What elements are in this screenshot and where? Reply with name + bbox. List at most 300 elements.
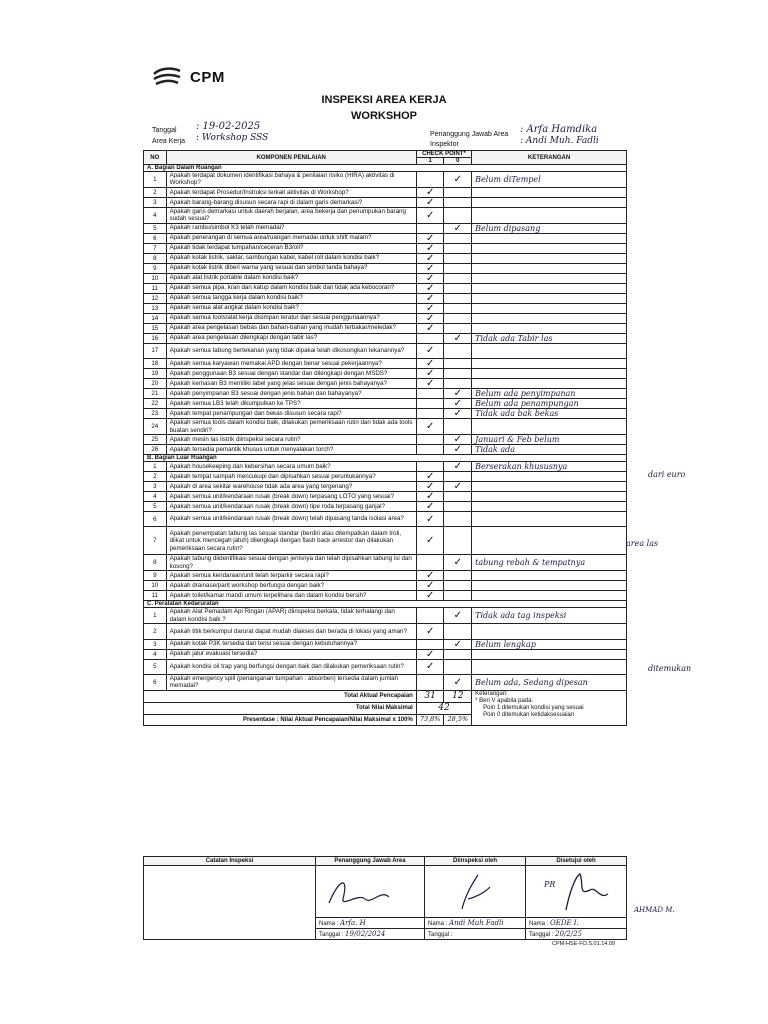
row-check-0 — [444, 343, 472, 359]
row-number: 21 — [144, 389, 167, 399]
row-question: Apakah area pengelasan dilengkapi dengan tabir las? — [166, 333, 416, 343]
row-check-1 — [416, 555, 444, 571]
row-check-1: ✓ — [416, 369, 444, 379]
row-keterangan — [472, 379, 627, 389]
row-number: 4 — [144, 649, 167, 659]
setuju-initial: PR — [544, 880, 556, 889]
insp-signature-scribble — [428, 869, 516, 913]
table-row — [144, 555, 627, 571]
col-ket-header: KETERANGAN — [472, 151, 627, 165]
row-check-0 — [444, 273, 472, 283]
row-keterangan — [472, 419, 627, 435]
row-keterangan: Tidak ada bak bekas — [472, 409, 627, 419]
pj-value: : Arfa Hamdika — [520, 124, 598, 135]
row-check-1 — [416, 434, 444, 444]
row-check-0: ✓ — [444, 444, 472, 454]
outside-note-22: dari euro — [648, 470, 686, 479]
setuju-nama-label: Nama : — [529, 921, 549, 927]
table-row — [144, 359, 627, 369]
pj-label: Penanggung Jawab Area — [430, 131, 509, 138]
table-row — [144, 461, 627, 471]
row-question: Apakah garis demarkasi untuk daerah berjalan, area bekerja dan penumpukan barang sudah sesuai? — [166, 207, 416, 223]
row-check-1: ✓ — [416, 207, 444, 223]
row-check-1 — [416, 333, 444, 343]
row-number: 1 — [144, 172, 167, 188]
doc-title-line1: INSPEKSI AREA KERJA — [321, 94, 447, 106]
col-no-header: NO — [144, 151, 167, 165]
table-row — [144, 369, 627, 379]
row-keterangan — [472, 273, 627, 283]
table-row — [144, 419, 627, 435]
insp-tanggal-label: Tanggal : — [428, 932, 453, 938]
row-check-0: ✓ — [444, 409, 472, 419]
row-question: Apakah penggunaan B3 sesuai dengan standar dan dilengkapi dengan MSDS? — [166, 369, 416, 379]
row-question: Apakah kemasan B3 memiliki label yang jelas sesuai dengan jenis bahayanya? — [166, 379, 416, 389]
row-question: Apakah terdapat Prosedur/Instruksi terkait aktivitas di Workshop? — [166, 187, 416, 197]
table-row — [144, 639, 627, 649]
row-number: 20 — [144, 379, 167, 389]
row-keterangan — [472, 359, 627, 369]
table-row — [144, 481, 627, 491]
table-row — [144, 591, 627, 601]
row-question: Apakah semua alat angkat dalam kondisi baik? — [166, 303, 416, 313]
table-row — [144, 659, 627, 675]
row-number: 5 — [144, 659, 167, 675]
inspection-table — [143, 150, 627, 726]
row-check-0: ✓ — [444, 608, 472, 624]
row-keterangan — [472, 263, 627, 273]
cpm-logo-mark — [150, 66, 186, 88]
row-keterangan — [472, 649, 627, 659]
row-keterangan — [472, 323, 627, 333]
row-number: 15 — [144, 323, 167, 333]
table-row — [144, 399, 627, 409]
row-check-1 — [416, 639, 444, 649]
row-question: Apakah emergency spill (penanganan tumpahan : absorben) tersedia dalam jumlah memadai? — [166, 675, 416, 691]
row-check-1 — [416, 608, 444, 624]
row-keterangan — [472, 527, 627, 555]
row-check-1: ✓ — [416, 197, 444, 207]
row-check-0 — [444, 313, 472, 323]
row-check-1: ✓ — [416, 379, 444, 389]
row-number: 16 — [144, 333, 167, 343]
pj-tanggal-value: 19/02/2024 — [345, 930, 386, 938]
row-keterangan — [472, 491, 627, 501]
section-title: B. Bagian Luar Ruangan — [144, 454, 627, 461]
row-keterangan: Belum diTempel — [472, 172, 627, 188]
ket-line3: Poin 0 ditemukan ketidaksesuaian — [483, 711, 575, 718]
table-row — [144, 511, 627, 527]
row-number: 2 — [144, 187, 167, 197]
persentase-1: 73,8% — [416, 714, 444, 725]
row-number: 14 — [144, 313, 167, 323]
row-check-0 — [444, 293, 472, 303]
col-check-header: CHECK POINT* — [416, 151, 471, 158]
table-row — [144, 343, 627, 359]
row-question: Apakah mesin las listrik diinspeksi secara rutin? — [166, 434, 416, 444]
table-row — [144, 333, 627, 343]
row-question: Apakah penyimpanan B3 sesuai dengan jenis bahan dan bahayanya? — [166, 389, 416, 399]
table-row — [144, 624, 627, 640]
row-keterangan — [472, 303, 627, 313]
section-row — [144, 601, 627, 608]
total-aktual-1: 31 — [416, 690, 444, 702]
row-number: 3 — [144, 481, 167, 491]
inspection-table-body — [144, 165, 627, 691]
row-number: 13 — [144, 303, 167, 313]
row-number: 18 — [144, 359, 167, 369]
row-check-0: ✓ — [444, 172, 472, 188]
row-check-1: ✓ — [416, 187, 444, 197]
row-check-0: ✓ — [444, 434, 472, 444]
row-check-0 — [444, 511, 472, 527]
table-row — [144, 273, 627, 283]
row-number: 6 — [144, 675, 167, 691]
table-row — [144, 491, 627, 501]
row-check-1: ✓ — [416, 659, 444, 675]
row-question: Apakah semua LB3 telah dikumpulkan ke TPS? — [166, 399, 416, 409]
row-check-0: ✓ — [444, 333, 472, 343]
row-question: Apakah barang-barang disusun secara rapi di dalam garis demarkasi? — [166, 197, 416, 207]
row-question: Apakah semua unit/kendaraan rusak (break down) tipe roda terpasang ganjal? — [166, 501, 416, 511]
row-check-0 — [444, 571, 472, 581]
row-question: Apakah semua tangga kerja dalam kondisi baik? — [166, 293, 416, 303]
row-keterangan — [472, 369, 627, 379]
row-check-0: ✓ — [444, 461, 472, 471]
row-check-0 — [444, 527, 472, 555]
setuju-signature-box — [526, 866, 675, 918]
area-label: Area Kerja — [152, 138, 186, 145]
row-check-1: ✓ — [416, 591, 444, 601]
row-number: 7 — [144, 527, 167, 555]
row-keterangan — [472, 243, 627, 253]
col-1-header: 1 — [416, 158, 444, 165]
row-check-1: ✓ — [416, 313, 444, 323]
insp-tanggal-cell — [425, 929, 526, 940]
row-number: 23 — [144, 409, 167, 419]
table-row — [144, 303, 627, 313]
row-keterangan — [472, 187, 627, 197]
row-check-1: ✓ — [416, 511, 444, 527]
row-number: 5 — [144, 501, 167, 511]
row-question: Apakah semua tabung bertekanan yang tidak dipakai telah dikosongkan tekanannya? — [166, 343, 416, 359]
row-check-1: ✓ — [416, 253, 444, 263]
row-number: 11 — [144, 591, 167, 601]
row-keterangan — [472, 283, 627, 293]
total-maks-label: Total Nilai Maksimal — [144, 702, 417, 714]
row-check-0 — [444, 659, 472, 675]
row-check-1 — [416, 223, 444, 233]
sign-col-setuju: Disetujui oleh — [526, 857, 627, 866]
row-question: Apakah toilet/kamar mandi umum terpelihara dan dalam kondisi bersih? — [166, 591, 416, 601]
doc-code: CPM-HSE-FO.S.01.14.09 — [552, 941, 615, 947]
table-row — [144, 471, 627, 481]
ket-line1: * Beri V apabila pada: — [475, 697, 534, 704]
row-number: 3 — [144, 197, 167, 207]
row-check-0 — [444, 419, 472, 435]
pj-signature-scribble — [319, 869, 409, 913]
table-row — [144, 172, 627, 188]
table-row — [144, 187, 627, 197]
total-maks-value: 42 — [416, 702, 471, 714]
row-check-1: ✓ — [416, 571, 444, 581]
row-check-0 — [444, 323, 472, 333]
row-number: 2 — [144, 471, 167, 481]
row-check-0: ✓ — [444, 399, 472, 409]
table-row — [144, 379, 627, 389]
row-keterangan — [472, 197, 627, 207]
pj-nama-cell — [316, 918, 425, 929]
section-row — [144, 165, 627, 172]
row-check-1: ✓ — [416, 527, 444, 555]
row-keterangan: Tidak ada Tabir las — [472, 333, 627, 343]
row-question: Apakah alat listrik portable dalam kondisi baik? — [166, 273, 416, 283]
row-question: Apakah tempat penampungan dan bekas disusun secara rapi? — [166, 409, 416, 419]
row-keterangan: Tidak ada — [472, 444, 627, 454]
row-check-0 — [444, 233, 472, 243]
row-check-1: ✓ — [416, 491, 444, 501]
insp-nama-cell — [425, 918, 526, 929]
setuju-nama-cell — [526, 918, 627, 929]
row-question: Apakah titik berkumpul darurat dapat mudah diakses dan berada di lokasi yang aman? — [166, 624, 416, 640]
row-question: Apakah semua tools dalam kondisi baik, dilakukan pemeriksaan rutin dan tidak ada tools buatan sendiri? — [166, 419, 416, 435]
row-question: Apakah kondisi oil trap yang berfungsi dengan baik dan dilakukan pemeriksaan rutin? — [166, 659, 416, 675]
row-question: Apakah jalur evakuasi tersedia? — [166, 649, 416, 659]
table-row — [144, 323, 627, 333]
table-row — [144, 263, 627, 273]
pj-tanggal-cell — [316, 929, 425, 940]
row-question: Apakah semua tools/alat kerja disimpan teratur dan sesuai penggunaannya? — [166, 313, 416, 323]
row-number: 17 — [144, 343, 167, 359]
row-keterangan — [472, 343, 627, 359]
row-number: 6 — [144, 233, 167, 243]
row-check-0 — [444, 379, 472, 389]
row-number: 1 — [144, 608, 167, 624]
pj-tanggal-label: Tanggal : — [319, 932, 344, 938]
inspektor-label: Inspektor — [430, 141, 459, 148]
row-keterangan — [472, 511, 627, 527]
table-row — [144, 223, 627, 233]
table-row — [144, 444, 627, 454]
row-question: Apakah drainase/parit workshop berfungsi dengan baik? — [166, 581, 416, 591]
row-check-0 — [444, 283, 472, 293]
row-keterangan: Belum ada penampungan — [472, 399, 627, 409]
row-number: 8 — [144, 253, 167, 263]
row-check-1: ✓ — [416, 481, 444, 491]
setuju-tanggal-label: Tanggal : — [529, 932, 554, 938]
row-check-0 — [444, 369, 472, 379]
row-number: 22 — [144, 399, 167, 409]
section-title: A. Bagian Dalam Ruangan — [144, 165, 627, 172]
row-check-0 — [444, 197, 472, 207]
row-check-1 — [416, 461, 444, 471]
row-keterangan: Belum lengkap — [472, 639, 627, 649]
row-keterangan — [472, 591, 627, 601]
row-number: 10 — [144, 581, 167, 591]
sign-col-catatan: Catatan Inspeksi — [144, 857, 316, 866]
table-row — [144, 501, 627, 511]
company-logo — [150, 66, 225, 88]
row-check-0 — [444, 263, 472, 273]
row-number: 1 — [144, 461, 167, 471]
row-question: Apakah housekeeping dan kebersihan secara umum baik? — [166, 461, 416, 471]
row-number: 25 — [144, 434, 167, 444]
table-row — [144, 608, 627, 624]
row-check-0: ✓ — [444, 481, 472, 491]
row-number: 4 — [144, 491, 167, 501]
pj-nama-value: Arfa. H — [340, 919, 366, 927]
row-check-0 — [444, 591, 472, 601]
insp-nama-label: Nama : — [428, 921, 448, 927]
row-keterangan — [472, 581, 627, 591]
row-check-1: ✓ — [416, 419, 444, 435]
keterangan-note — [472, 690, 627, 725]
setuju-signer: AHMAD M. — [634, 906, 675, 914]
row-check-1: ✓ — [416, 243, 444, 253]
pj-nama-label: Nama : — [319, 921, 339, 927]
total-aktual-label: Total Aktual Pencapaian — [144, 690, 417, 702]
section-title: C. Peralatan Kedaruratan — [144, 601, 627, 608]
row-keterangan — [472, 293, 627, 303]
row-check-0: ✓ — [444, 639, 472, 649]
row-check-0 — [444, 359, 472, 369]
row-number: 12 — [144, 293, 167, 303]
row-question: Apakah kotak listrik diberi warna yang sesuai dan simbol tanda bahaya? — [166, 263, 416, 273]
row-question: Apakah semua unit/kendaraan rusak (break down) telah dipasang tanda isolasi area? — [166, 511, 416, 527]
ket-title: Keterangan: — [475, 690, 508, 697]
row-check-1: ✓ — [416, 233, 444, 243]
section-row — [144, 454, 627, 461]
row-check-0 — [444, 207, 472, 223]
table-row — [144, 243, 627, 253]
row-question: Apakah semua karyawan memakai APD dengan benar sesuai pekerjaannya? — [166, 359, 416, 369]
row-number: 26 — [144, 444, 167, 454]
row-check-1: ✓ — [416, 649, 444, 659]
row-check-1: ✓ — [416, 581, 444, 591]
insp-signature-box — [425, 866, 526, 918]
pj-signature-box — [316, 866, 425, 918]
row-keterangan: tabung rebah & tempatnya — [472, 555, 627, 571]
row-number: 8 — [144, 555, 167, 571]
row-keterangan: Belum ada penyimpanan — [472, 389, 627, 399]
row-number: 19 — [144, 369, 167, 379]
row-question: Apakah penerangan di semua area/ruangan memadai untuk shift malam? — [166, 233, 416, 243]
row-number: 9 — [144, 571, 167, 581]
row-check-0 — [444, 501, 472, 511]
row-check-0: ✓ — [444, 555, 472, 571]
row-check-1: ✓ — [416, 624, 444, 640]
row-number: 5 — [144, 223, 167, 233]
row-keterangan — [472, 624, 627, 640]
row-keterangan — [472, 571, 627, 581]
table-row — [144, 409, 627, 419]
row-question: Apakah Alat Pemadam Api Ringan (APAR) diinspeksi berkala, tidak terhalangi dan dalam kondisi baik ? — [166, 608, 416, 624]
row-question: Apakah semua kendaraan/unit telah terparkir secara rapi? — [166, 571, 416, 581]
row-keterangan: Belum ada, Sedang dipesan — [472, 675, 627, 691]
row-keterangan — [472, 207, 627, 223]
ket-line2: Poin 1 ditemukan kondisi yang sesuai — [483, 704, 584, 711]
outside-note-b1: area las — [626, 539, 659, 548]
row-check-1: ✓ — [416, 283, 444, 293]
row-number: 6 — [144, 511, 167, 527]
inspektor-value: : Andi Muh. Fadli — [520, 136, 599, 146]
row-check-0: ✓ — [444, 223, 472, 233]
table-row — [144, 571, 627, 581]
row-question: Apakah kotak P3K tersedia dan terisi sesuai dengan kebutuhannya? — [166, 639, 416, 649]
row-keterangan — [472, 253, 627, 263]
row-check-1: ✓ — [416, 273, 444, 283]
sign-col-pj: Penanggung Jawab Area — [316, 857, 425, 866]
row-question: Apakah area pengelasan bebas dan bahan-bahan yang mudah terbakar/meledak? — [166, 323, 416, 333]
row-check-0: ✓ — [444, 675, 472, 691]
table-row — [144, 434, 627, 444]
row-check-1: ✓ — [416, 303, 444, 313]
table-row — [144, 581, 627, 591]
sign-col-inspeksi: Diinspeksi oleh — [425, 857, 526, 866]
row-number: 2 — [144, 624, 167, 640]
row-keterangan — [472, 501, 627, 511]
brand-name: CPM — [190, 68, 225, 86]
row-keterangan: Januari & Feb belum — [472, 434, 627, 444]
row-check-0 — [444, 187, 472, 197]
col-0-header: 0 — [444, 158, 472, 165]
row-question: Apakah semua pipa, kran dan katup dalam kondisi baik dan tidak ada kebocoran? — [166, 283, 416, 293]
table-row — [144, 293, 627, 303]
row-question: Apakah terdapat dokumen identifikasi bahaya & penilaian risiko (HIRA) aktivitas di Workshop? — [166, 172, 416, 188]
row-keterangan — [472, 233, 627, 243]
catatan-box — [144, 866, 316, 940]
persentase-0: 28,5% — [444, 714, 472, 725]
row-question: Apakah tabung diidentifikasi sesuai dengan jenisnya dan telah dipisahkan tabung isi dan kosong? — [166, 555, 416, 571]
row-check-1 — [416, 399, 444, 409]
setuju-signature-scribble — [560, 870, 620, 914]
row-question: Apakah rambu/simbol K3 telah memadai? — [166, 223, 416, 233]
row-keterangan: Belum dipasang — [472, 223, 627, 233]
row-keterangan — [472, 471, 627, 481]
row-keterangan — [472, 481, 627, 491]
row-question: Apakah tidak terdapat tumpahan/ceceran B3/oli? — [166, 243, 416, 253]
row-check-0: ✓ — [444, 389, 472, 399]
row-number: 4 — [144, 207, 167, 223]
row-question: Apakah tersedia pemantik khusus untuk menyalakan torch? — [166, 444, 416, 454]
row-check-1: ✓ — [416, 263, 444, 273]
row-check-0 — [444, 581, 472, 591]
row-check-0 — [444, 243, 472, 253]
row-keterangan — [472, 313, 627, 323]
outside-note-b8: ditemukan — [648, 664, 692, 673]
setuju-tanggal-value: 20/2/25 — [555, 930, 583, 938]
row-number: 3 — [144, 639, 167, 649]
row-number: 11 — [144, 283, 167, 293]
row-keterangan — [472, 659, 627, 675]
row-check-1: ✓ — [416, 359, 444, 369]
table-row — [144, 233, 627, 243]
row-check-1 — [416, 409, 444, 419]
row-check-1: ✓ — [416, 471, 444, 481]
row-check-0 — [444, 253, 472, 263]
table-row — [144, 253, 627, 263]
row-check-1 — [416, 389, 444, 399]
row-check-0 — [444, 624, 472, 640]
tanggal-label: Tanggal — [152, 127, 177, 134]
row-check-1: ✓ — [416, 501, 444, 511]
row-check-0 — [444, 491, 472, 501]
row-check-0 — [444, 649, 472, 659]
row-check-1 — [416, 675, 444, 691]
table-row — [144, 207, 627, 223]
row-question: Apakah tempat sampah mencukupi dan dipisahkan sesuai peruntukannya? — [166, 471, 416, 481]
table-row — [144, 527, 627, 555]
